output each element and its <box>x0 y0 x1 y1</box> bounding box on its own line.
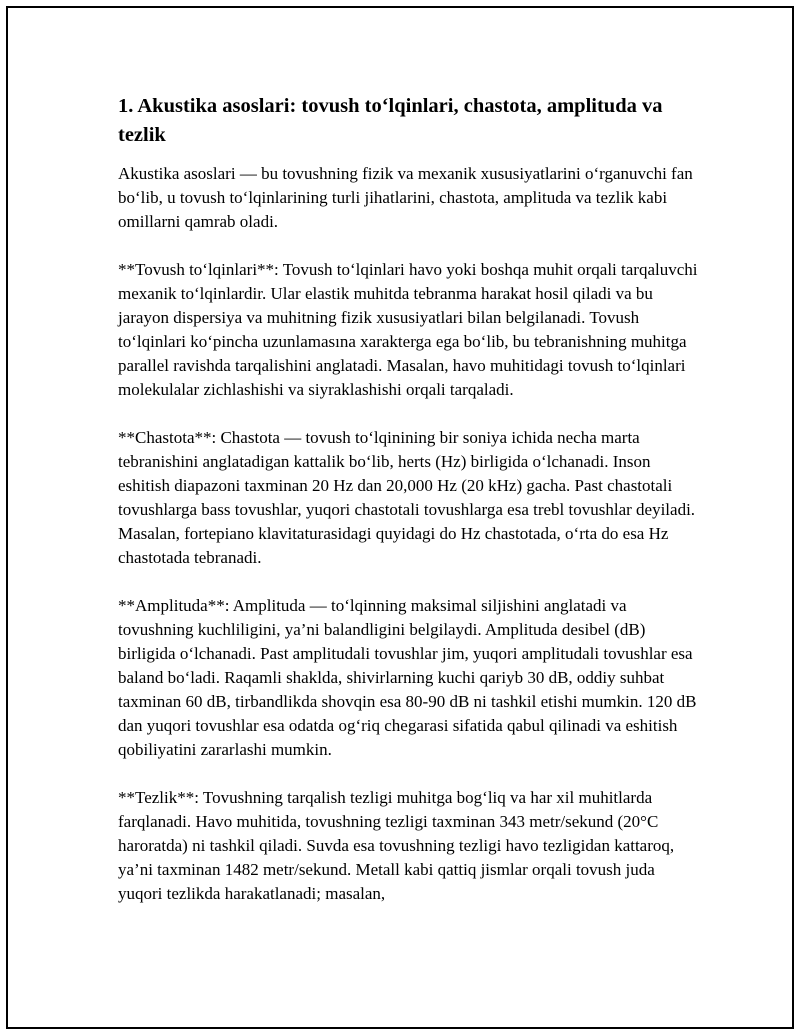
document-body <box>118 92 700 930</box>
amplitude-paragraph: **Amplituda**: Amplituda — toʻlqinning maksimal siljishini anglatadi va tovushning kuchliligini, ya’ni balandligini belgilaydi. Amplituda desibel (dB) birligida oʻlchanadi. Past amplitudali tovushlar jim, yuqori amplitudali tovushlar esa baland boʻladi. Raqamli shaklda, shivirlarning kuchi qariyb 30 dB, oddiy suhbat taxminan 60 dB, tirbandlikda shovqin esa 80-90 dB ni tashkil etishi mumkin. 120 dB dan yuqori tovushlar esa odatda ogʻriq chegarasi sifatida qabul qilinadi va eshitish qobiliyatini zararlashi mumkin. <box>118 596 697 759</box>
intro-paragraph: Akustika asoslari — bu tovushning fizik va mexanik xususiyatlarini oʻrganuvchi fan boʻlib, u tovush toʻlqinlarining turli jihatlarini, chastota, amplituda va tezlik kabi omillarni qamrab oladi. <box>118 164 693 231</box>
document-page <box>6 6 794 1029</box>
sound-waves-paragraph: **Tovush toʻlqinlari**: Tovush toʻlqinlari havo yoki boshqa muhit orqali tarqaluvchi mexanik toʻlqinlardir. Ular elastik muhitda tebranma harakat hosil qiladi va bu jarayon dispersiya va muhitning fizik xususiyatlari bilan belgilanadi. Tovush toʻlqinlari koʻpincha uzunlamasına xarakterga ega boʻlib, bu tebranishning muhitga parallel ravishda tarqalishini anglatadi. Masalan, havo muhitidagi tovush toʻlqinlari molekulalar zichlashishi va siyraklashishi orqali tarqaladi. <box>118 260 698 399</box>
section-heading: 1. Akustika asoslari: tovush toʻlqinlari, chastota, amplituda va tezlik <box>118 95 663 146</box>
frequency-paragraph: **Chastota**: Chastota — tovush toʻlqinining bir soniya ichida necha marta tebranishini anglatadigan kattalik boʻlib, herts (Hz) birligida oʻlchanadi. Inson eshitish diapazoni taxminan 20 Hz dan 20,000 Hz (20 kHz) gacha. Past chastotali tovushlarga bass tovushlar, yuqori chastotali tovushlarga esa trebl tovushlar deyiladi. Masalan, fortepiano klavitaturasidagi quyidagi do Hz chastotada, oʻrta do esa Hz chastotada tebranadi. <box>118 428 696 567</box>
speed-paragraph: **Tezlik**: Tovushning tarqalish tezligi muhitga bogʻliq va har xil muhitlarda farqlanadi. Havo muhitida, tovushning tezligi taxminan 343 metr/sekund (20°C haroratda) ni tashkil qiladi. Suvda esa tovushning tezligi havo tezligidan kattaroq, ya’ni taxminan 1482 metr/sekund. Metall kabi qattiq jismlar orqali tovush juda yuqori tezlikda harakatlanadi; masalan, <box>118 788 675 903</box>
